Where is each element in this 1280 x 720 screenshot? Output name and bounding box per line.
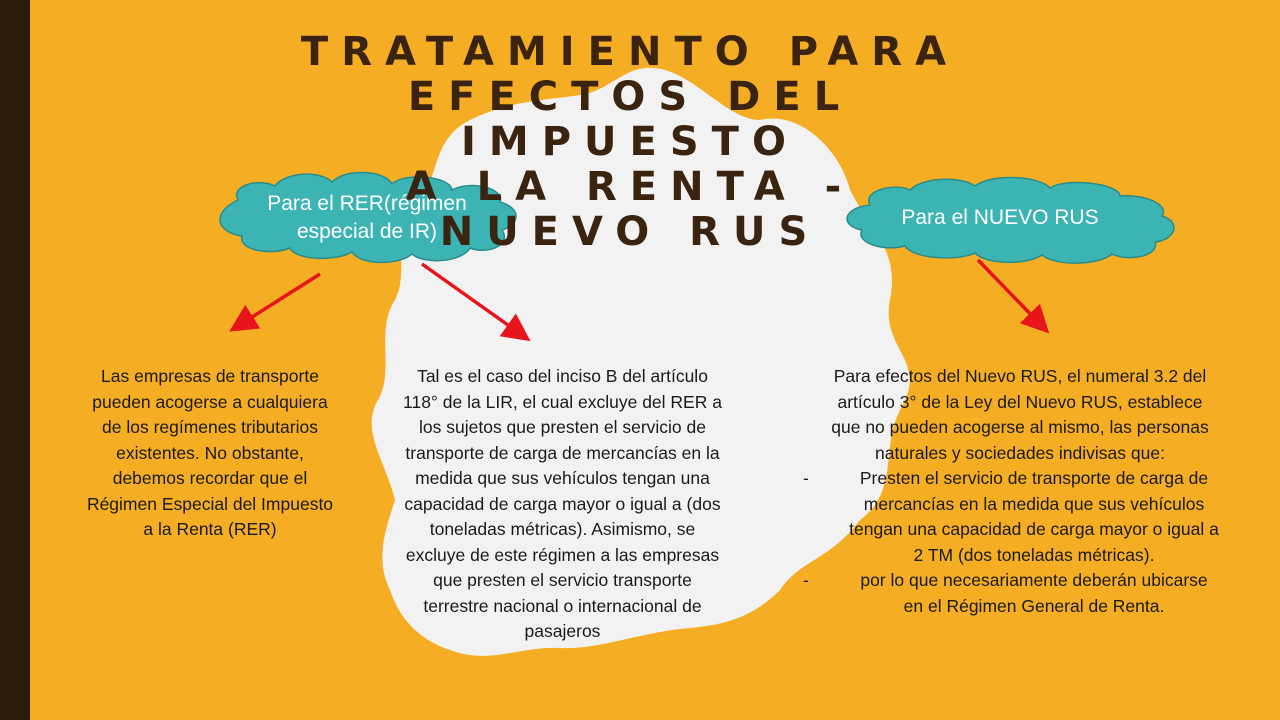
- cloud-rer-label: [252, 190, 482, 246]
- text-line: a la Renta (RER): [143, 519, 277, 539]
- text-line: transporte de carga de mercancías en la: [405, 442, 720, 463]
- text-block-right: [795, 364, 1245, 619]
- bullet-line: Presten el servicio de transporte de carga de: [859, 468, 1209, 488]
- text-line: medida que sus vehículos tengan una: [415, 468, 710, 488]
- title-line-1: TRATAMIENTO PARA: [300, 29, 960, 75]
- title-line-2: EFECTOS DEL IMPUESTO: [407, 74, 853, 165]
- cloud-rer-line-1: Para el RER(régimen: [267, 192, 467, 215]
- arrow-rer-left: [238, 274, 320, 326]
- text-line: los sujetos que presten el servicio de: [419, 417, 706, 437]
- bullet-line: por lo que necesariamente deberán ubicarse: [860, 570, 1208, 590]
- text-line: que no pueden acogerse al mismo, las personas: [831, 417, 1209, 437]
- cloud-rer-line-2: especial de IR): [296, 220, 438, 243]
- text-line: capacidad de carga mayor o igual a (dos: [404, 493, 721, 514]
- text-block-left: [70, 364, 350, 543]
- bullet-item-1: [795, 466, 1245, 568]
- text-line: pueden acogerse a cualquiera: [92, 391, 328, 412]
- text-line: naturales y sociedades indivisas que:: [875, 442, 1165, 463]
- bullet-line: en el Régimen General de Renta.: [903, 595, 1165, 616]
- text-block-middle: [385, 364, 740, 645]
- text-line: excluye de este régimen a las empresas: [405, 544, 720, 565]
- bullet-line: 2 TM (dos toneladas métricas).: [913, 544, 1155, 565]
- bullet-line: tengan una capacidad de carga mayor o igual a: [849, 519, 1219, 539]
- arrow-rus: [978, 260, 1042, 326]
- bullet-dash: -: [803, 468, 809, 488]
- bullet-item-2: [795, 568, 1245, 619]
- text-line: debemos recordar que el: [112, 468, 308, 488]
- text-line: artículo 3° de la Ley del Nuevo RUS, establece: [837, 391, 1203, 412]
- text-line: 118° de la LIR, el cual excluye del RER a: [403, 391, 722, 412]
- title-line-3: A LA RENTA - NUEVO RUS: [405, 164, 855, 255]
- text-line: pasajeros: [524, 621, 601, 641]
- text-line: Las empresas de transporte: [101, 366, 319, 386]
- cloud-rus-label: Para el NUEVO RUS: [901, 206, 1099, 229]
- text-line: Régimen Especial del Impuesto: [86, 493, 334, 514]
- text-line: Para efectos del Nuevo RUS, el numeral 3.2 del: [833, 366, 1207, 386]
- text-line: Tal es el caso del inciso B del artículo: [417, 366, 708, 386]
- bullet-line: mercancías en la medida que sus vehículos: [863, 493, 1205, 514]
- text-line: toneladas métricas). Asimismo, se: [429, 519, 696, 539]
- bullet-dash: -: [803, 570, 809, 590]
- text-line: terrestre nacional o internacional de: [423, 595, 702, 616]
- text-line: de los regímenes tributarios: [102, 417, 318, 437]
- text-line: que presten el servicio transporte: [433, 570, 692, 590]
- text-line: existentes. No obstante,: [116, 442, 304, 463]
